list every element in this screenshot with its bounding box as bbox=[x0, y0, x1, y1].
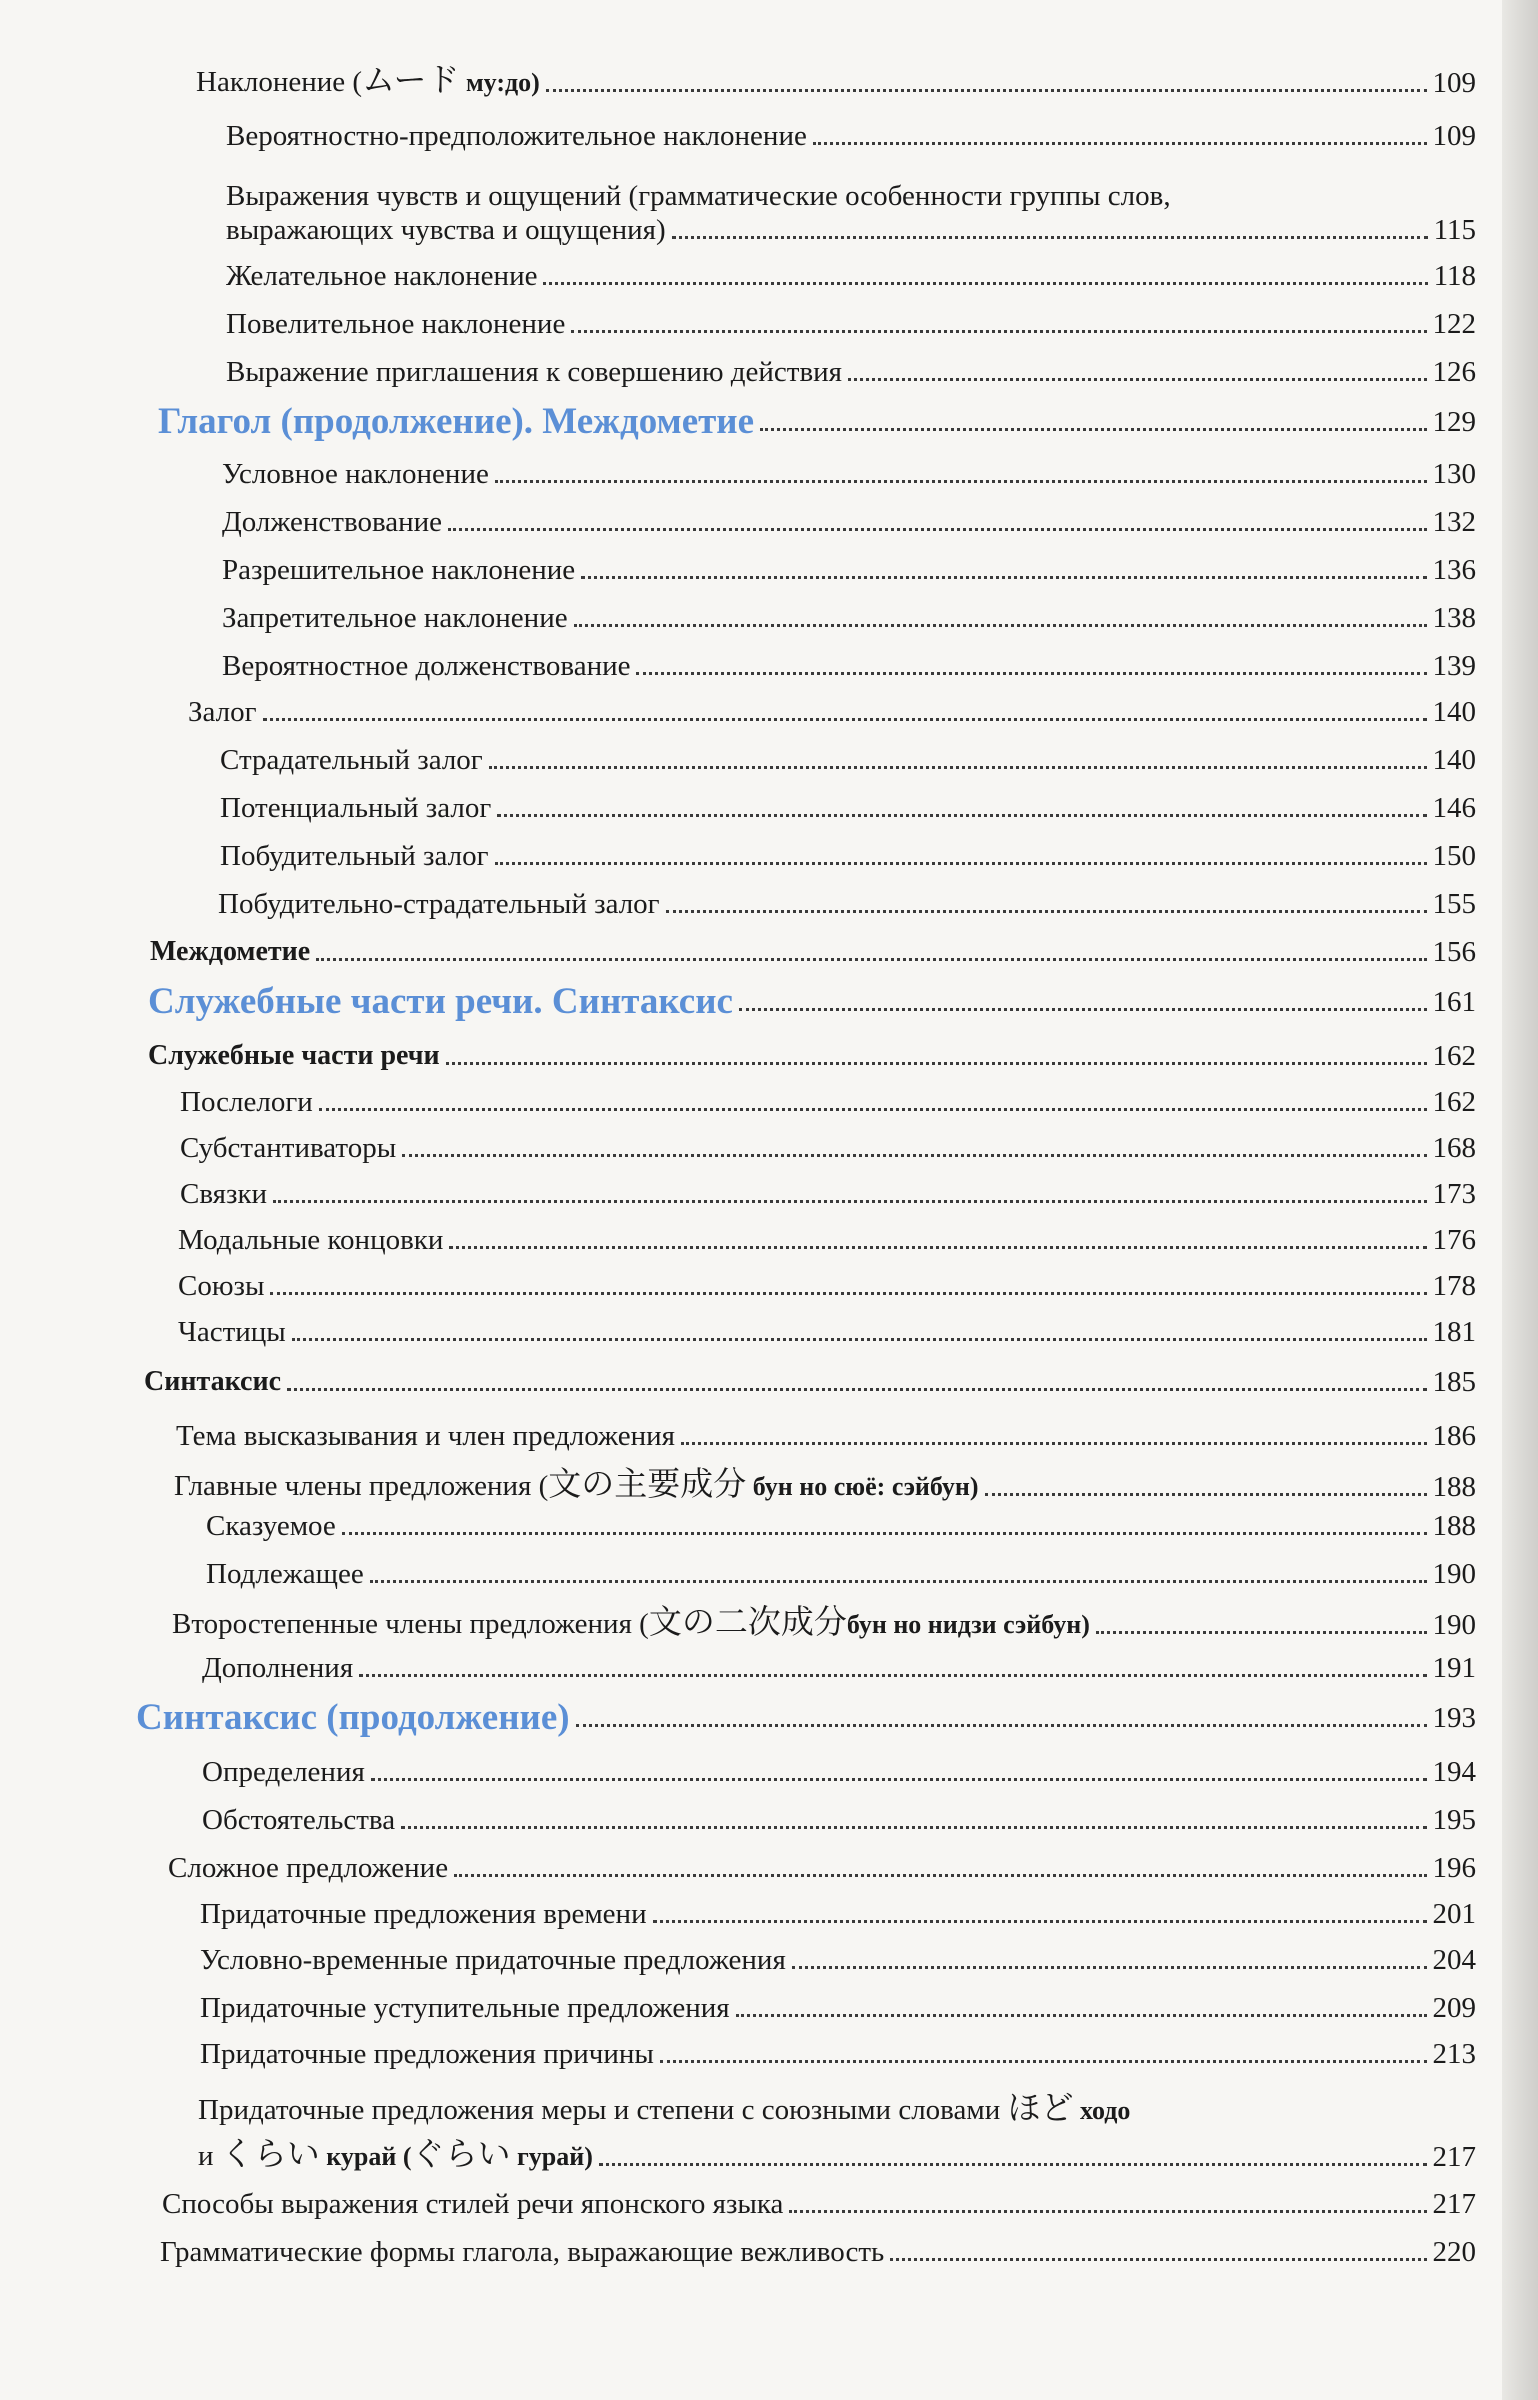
toc-chapter-heading[interactable] bbox=[136, 1697, 1476, 1738]
toc-entry[interactable] bbox=[188, 694, 1476, 730]
toc-entry[interactable] bbox=[180, 1084, 1476, 1120]
toc-entry-title: Придаточные предложения времени bbox=[200, 1898, 647, 1930]
toc-entry-page: 190 bbox=[1432, 1609, 1476, 1641]
toc-entry[interactable] bbox=[220, 790, 1476, 826]
dot-leader bbox=[273, 1200, 1426, 1203]
toc-entry-page: 146 bbox=[1432, 792, 1476, 824]
toc-entry-page: 130 bbox=[1432, 458, 1476, 490]
dot-leader bbox=[789, 2210, 1426, 2213]
toc-entry-title: Синтаксис (продолжение) bbox=[136, 1697, 570, 1738]
dot-leader bbox=[736, 2014, 1427, 2017]
toc-entry-title: Залог bbox=[188, 696, 257, 728]
toc-entry[interactable] bbox=[226, 354, 1476, 390]
toc-entry-page: 213 bbox=[1432, 2038, 1476, 2070]
toc-entry[interactable] bbox=[222, 456, 1476, 492]
toc-entry[interactable] bbox=[202, 1754, 1476, 1790]
dot-leader bbox=[813, 142, 1427, 145]
toc-entry-page: 138 bbox=[1432, 602, 1476, 634]
toc-entry-page: 140 bbox=[1432, 696, 1476, 728]
dot-leader bbox=[581, 576, 1426, 579]
toc-entry-page: 136 bbox=[1432, 554, 1476, 586]
toc-entry-page: 191 bbox=[1432, 1652, 1476, 1684]
toc-entry-page: 194 bbox=[1432, 1756, 1476, 1788]
toc-entry-page: 178 bbox=[1432, 1270, 1476, 1302]
toc-entry-title: Глагол (продолжение). Междометие bbox=[158, 401, 755, 442]
toc-section-heading[interactable] bbox=[144, 1364, 1476, 1400]
toc-entry-page: 185 bbox=[1432, 1366, 1476, 1398]
toc-entry-title: Придаточные уступительные предложения bbox=[200, 1992, 730, 2024]
dot-leader bbox=[359, 1674, 1426, 1677]
toc-entry-title: Связки bbox=[180, 1178, 268, 1210]
toc-entry[interactable] bbox=[222, 648, 1476, 684]
toc-entry-page: 220 bbox=[1432, 2236, 1476, 2268]
toc-entry-title: Модальные концовки bbox=[178, 1224, 444, 1256]
toc-entry-title: Сказуемое bbox=[206, 1510, 336, 1542]
toc-entry-page: 161 bbox=[1432, 986, 1476, 1018]
toc-entry-page: 132 bbox=[1432, 506, 1476, 538]
dot-leader bbox=[371, 1778, 1427, 1781]
toc-entry[interactable] bbox=[176, 1418, 1476, 1454]
toc-entry-page: 196 bbox=[1432, 1852, 1476, 1884]
toc-entry[interactable] bbox=[206, 1556, 1476, 1592]
toc-entry-title: Вероятностное долженствование bbox=[222, 650, 631, 682]
toc-entry[interactable] bbox=[218, 886, 1476, 922]
dot-leader bbox=[402, 1154, 1426, 1157]
toc-entry[interactable] bbox=[196, 62, 1476, 101]
toc-entry-title: Условно-временные придаточные предложения bbox=[200, 1944, 786, 1976]
dot-leader bbox=[672, 236, 1428, 239]
toc-entry[interactable] bbox=[220, 838, 1476, 874]
toc-entry-title: Служебные части речи. Синтаксис bbox=[148, 981, 733, 1022]
dot-leader bbox=[370, 1580, 1427, 1583]
toc-entry-page: 209 bbox=[1432, 1992, 1476, 2024]
dot-leader bbox=[792, 1966, 1427, 1969]
toc-entry[interactable] bbox=[222, 552, 1476, 588]
dot-leader bbox=[489, 766, 1427, 769]
dot-leader bbox=[448, 528, 1426, 531]
dot-leader bbox=[599, 2163, 1427, 2166]
toc-chapter-heading[interactable] bbox=[158, 401, 1476, 442]
dot-leader bbox=[401, 1826, 1426, 1829]
toc-entry-title: Разрешительное наклонение bbox=[222, 554, 576, 586]
toc-entry-title: Частицы bbox=[178, 1316, 286, 1348]
toc-entry[interactable] bbox=[202, 1650, 1476, 1686]
toc-entry-page: 139 bbox=[1432, 650, 1476, 682]
toc-entry[interactable] bbox=[220, 742, 1476, 778]
toc-entry-page: 168 bbox=[1432, 1132, 1476, 1164]
toc-entry-title: Дополнения bbox=[202, 1652, 354, 1684]
dot-leader bbox=[449, 1246, 1426, 1249]
dot-leader bbox=[543, 282, 1427, 285]
dot-leader bbox=[760, 428, 1426, 431]
toc-entry-page: 186 bbox=[1432, 1420, 1476, 1452]
toc-entry[interactable] bbox=[160, 2234, 1476, 2270]
dot-leader bbox=[454, 1874, 1426, 1877]
toc-entry-title: Междометие bbox=[150, 936, 311, 967]
toc-entry-title: Повелительное наклонение bbox=[226, 308, 566, 340]
dot-leader bbox=[1096, 1631, 1427, 1634]
dot-leader bbox=[660, 2060, 1427, 2063]
dot-leader bbox=[319, 1108, 1427, 1111]
toc-entry-page: 204 bbox=[1432, 1944, 1476, 1976]
toc-entry-title: Грамматические формы глагола, выражающие вежливость bbox=[160, 2236, 885, 2268]
toc-entry-page: 162 bbox=[1432, 1086, 1476, 1118]
toc-entry-page: 140 bbox=[1432, 744, 1476, 776]
toc-entry-title: Союзы bbox=[178, 1270, 265, 1302]
dot-leader bbox=[263, 718, 1427, 721]
toc-entry-page: 118 bbox=[1433, 260, 1476, 292]
toc-entry-title: Определения bbox=[202, 1756, 365, 1788]
toc-entry-title: Вероятностно-предположительное наклонение bbox=[226, 120, 807, 152]
toc-entry[interactable] bbox=[178, 1222, 1476, 1258]
toc-entry-title: Страдательный залог bbox=[220, 744, 483, 776]
toc-entry[interactable] bbox=[178, 1268, 1476, 1304]
toc-entry-title: Способы выражения стилей речи японского языка bbox=[162, 2188, 784, 2220]
toc-entry[interactable] bbox=[180, 1176, 1476, 1212]
toc-entry-title: Запретительное наклонение bbox=[222, 602, 568, 634]
toc-entry-page: 156 bbox=[1432, 936, 1476, 968]
dot-leader bbox=[287, 1388, 1426, 1391]
toc-entry-page: 173 bbox=[1432, 1178, 1476, 1210]
toc-entry[interactable] bbox=[178, 1314, 1476, 1350]
dot-leader bbox=[653, 1920, 1427, 1923]
toc-entry-title: Главные члены предложения (文の主要成分 бун но сюё: сэйбун) bbox=[174, 1464, 979, 1503]
toc-entry-page: 109 bbox=[1432, 120, 1476, 152]
toc-entry-title: Тема высказывания и член предложения bbox=[176, 1420, 675, 1452]
toc-entry[interactable] bbox=[226, 258, 1476, 294]
toc-entry[interactable] bbox=[200, 1942, 1476, 1978]
dot-leader bbox=[446, 1062, 1427, 1065]
toc-entry[interactable] bbox=[206, 1508, 1476, 1544]
toc-entry-title: Условное наклонение bbox=[222, 458, 489, 490]
toc-entry-page: 193 bbox=[1432, 1702, 1476, 1734]
toc-entry[interactable] bbox=[172, 1604, 1476, 1643]
toc-entry-page: 188 bbox=[1432, 1471, 1476, 1503]
toc-entry-page: 181 bbox=[1432, 1316, 1476, 1348]
toc-entry-title: Синтаксис bbox=[144, 1366, 282, 1397]
toc-entry-page: 109 bbox=[1432, 67, 1476, 99]
toc-entry-title-line1: Придаточные предложения меры и степени с союзными словами ほど ходо bbox=[198, 2088, 1131, 2127]
toc-entry[interactable] bbox=[200, 1896, 1476, 1932]
toc-entry-page: 190 bbox=[1432, 1558, 1476, 1590]
toc-entry-page: 155 bbox=[1432, 888, 1476, 920]
toc-entry-page: 129 bbox=[1432, 406, 1476, 438]
toc-entry-page: 176 bbox=[1432, 1224, 1476, 1256]
toc-section-heading[interactable] bbox=[148, 1038, 1476, 1074]
toc-entry[interactable] bbox=[222, 600, 1476, 636]
toc-entry-page: 122 bbox=[1432, 308, 1476, 340]
dot-leader bbox=[270, 1292, 1426, 1295]
toc-entry-title: Побудительный залог bbox=[220, 840, 489, 872]
toc-entry-page: 150 bbox=[1432, 840, 1476, 872]
dot-leader bbox=[497, 814, 1426, 817]
toc-entry-title: Служебные части речи bbox=[148, 1040, 440, 1071]
toc-entry-page: 115 bbox=[1433, 214, 1476, 246]
toc-entry-page: 201 bbox=[1432, 1898, 1476, 1930]
dot-leader bbox=[342, 1532, 1427, 1535]
toc-entry[interactable] bbox=[200, 1990, 1476, 2026]
toc-entry-page: 162 bbox=[1432, 1040, 1476, 1072]
dot-leader bbox=[681, 1442, 1427, 1445]
toc-entry[interactable] bbox=[226, 212, 1476, 248]
dot-leader bbox=[495, 862, 1427, 865]
toc-entry-title: Послелоги bbox=[180, 1086, 313, 1118]
toc-entry-title: Второстепенные члены предложения (文の二次成分бун но нидзи сэйбун) bbox=[172, 1602, 1090, 1641]
toc-entry-title: Наклонение (ムード му:до) bbox=[196, 60, 540, 99]
dot-leader bbox=[546, 89, 1427, 92]
toc-entry[interactable] bbox=[174, 1466, 1476, 1505]
dot-leader bbox=[576, 1724, 1427, 1727]
dot-leader bbox=[574, 624, 1427, 627]
toc-entry-title: Подлежащее bbox=[206, 1558, 364, 1590]
toc-entry[interactable] bbox=[226, 306, 1476, 342]
dot-leader bbox=[495, 480, 1427, 483]
toc-entry-page: 217 bbox=[1432, 2141, 1476, 2173]
dot-leader bbox=[571, 330, 1426, 333]
toc-entry[interactable] bbox=[162, 2186, 1476, 2222]
toc-entry-title: Придаточные предложения причины bbox=[200, 2038, 654, 2070]
toc-entry[interactable] bbox=[180, 1130, 1476, 1166]
toc-entry-title: Выражение приглашения к совершению действия bbox=[226, 356, 843, 388]
toc-entry[interactable] bbox=[198, 2136, 1476, 2175]
toc-entry-title: Потенциальный залог bbox=[220, 792, 492, 824]
toc-entry[interactable] bbox=[202, 1802, 1476, 1838]
dot-leader bbox=[890, 2258, 1426, 2261]
dot-leader bbox=[636, 672, 1426, 675]
toc-entry-title: Обстоятельства bbox=[202, 1804, 396, 1836]
toc-entry-page: 217 bbox=[1432, 2188, 1476, 2220]
toc-entry-page: 195 bbox=[1432, 1804, 1476, 1836]
toc-entry-title: Сложное предложение bbox=[168, 1852, 449, 1884]
toc-chapter-heading[interactable] bbox=[148, 981, 1476, 1022]
toc-entry-title: Побудительно-страдательный залог bbox=[218, 888, 660, 920]
toc-section-heading[interactable] bbox=[150, 934, 1476, 970]
toc-entry[interactable] bbox=[200, 2036, 1476, 2072]
toc-entry-page: 126 bbox=[1432, 356, 1476, 388]
toc-entry[interactable] bbox=[222, 504, 1476, 540]
toc-entry-page: 188 bbox=[1432, 1510, 1476, 1542]
dot-leader bbox=[292, 1338, 1427, 1341]
dot-leader bbox=[739, 1008, 1427, 1011]
toc-entry[interactable] bbox=[168, 1850, 1476, 1886]
toc-entry-title: Долженствование bbox=[222, 506, 443, 538]
toc-entry-title: и くらい курай (ぐらい гурай) bbox=[198, 2134, 593, 2173]
dot-leader bbox=[316, 958, 1426, 961]
toc-entry-title: Желательное наклонение bbox=[226, 260, 538, 292]
dot-leader bbox=[985, 1493, 1427, 1496]
toc-entry[interactable] bbox=[226, 118, 1476, 154]
toc-entry-title: выражающих чувства и ощущения) bbox=[226, 214, 666, 246]
toc-entry-title-line1: Выражения чувств и ощущений (грамматические особенности группы слов, bbox=[226, 180, 1171, 212]
dot-leader bbox=[848, 378, 1426, 381]
toc-entry-title: Субстантиваторы bbox=[180, 1132, 397, 1164]
dot-leader bbox=[666, 910, 1427, 913]
